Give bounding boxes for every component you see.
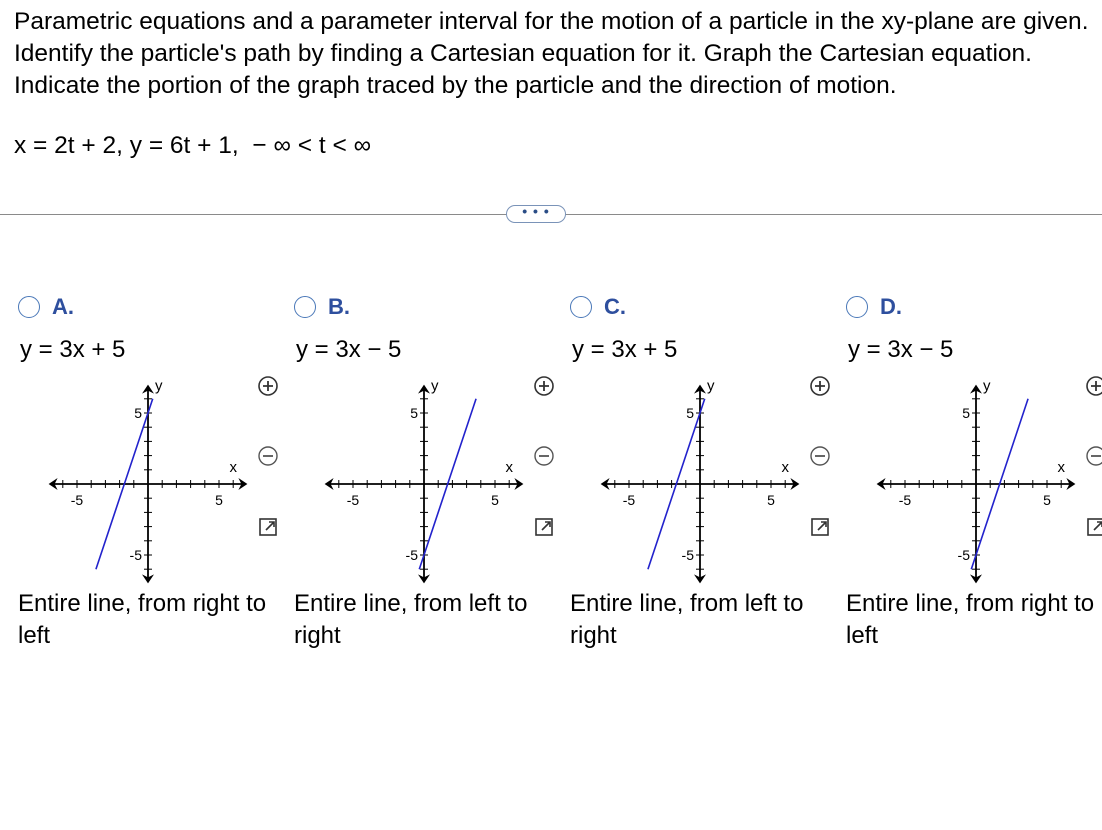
option-equation: y = 3x − 5 [296, 336, 402, 363]
option-equation: y = 3x − 5 [848, 336, 954, 363]
option-c[interactable] [570, 292, 840, 692]
option-graph [18, 372, 288, 582]
external-link-icon[interactable] [536, 519, 552, 535]
y-axis-label: y [983, 377, 991, 395]
x-axis-label: x [505, 459, 513, 476]
option-graph [846, 372, 1102, 582]
parametric-equations: x = 2t + 2, y = 6t + 1, − ∞ < t < ∞ [14, 132, 372, 159]
y-axis-label: y [155, 377, 163, 395]
option-letter: D. [880, 294, 902, 319]
y-tick-label-neg: -5 [681, 547, 694, 563]
option-a[interactable] [18, 292, 288, 692]
zoom-out-icon[interactable] [811, 447, 829, 465]
question-text: Parametric equations and a parameter interval for the motion of a particle in the xy-plane are given. Identify the particle's path by finding a Cartesian equation for it. Graph the Cartesian equation. Indicate the portion of the graph traced by the particle and the direction of motion. [14, 8, 1089, 99]
external-link-icon[interactable] [812, 519, 828, 535]
option-equation: y = 3x + 5 [20, 336, 126, 363]
option-equation: y = 3x + 5 [572, 336, 678, 363]
radio-button-b[interactable] [294, 296, 316, 318]
zoom-out-icon[interactable] [535, 447, 553, 465]
y-tick-label-neg: -5 [129, 547, 142, 563]
y-axis-label: y [707, 377, 715, 395]
y-tick-label-neg: -5 [405, 547, 418, 563]
external-link-icon[interactable] [1088, 519, 1102, 535]
x-tick-label-neg: -5 [346, 492, 360, 508]
zoom-in-icon[interactable] [535, 377, 553, 395]
y-tick-label-pos: 5 [686, 405, 694, 421]
zoom-out-icon[interactable] [259, 447, 277, 465]
option-graph [570, 372, 840, 582]
x-axis-label: x [781, 459, 789, 476]
option-description: Entire line, from right to left [18, 590, 267, 649]
zoom-in-icon[interactable] [1087, 377, 1102, 395]
y-axis-label: y [431, 377, 439, 395]
show-more-button[interactable]: • • • [506, 205, 566, 223]
zoom-out-icon[interactable] [1087, 447, 1102, 465]
option-description: Entire line, from left to right [570, 590, 804, 649]
x-tick-label-pos: 5 [767, 492, 775, 508]
x-tick-label-pos: 5 [1043, 492, 1051, 508]
x-axis-label: x [229, 459, 237, 476]
x-tick-label-pos: 5 [215, 492, 223, 508]
option-graph [294, 372, 564, 582]
x-axis-label: x [1057, 459, 1065, 476]
y-tick-label-pos: 5 [410, 405, 418, 421]
radio-button-c[interactable] [570, 296, 592, 318]
option-d[interactable] [846, 292, 1102, 692]
x-tick-label-neg: -5 [622, 492, 636, 508]
option-b[interactable] [294, 292, 564, 692]
option-letter: A. [52, 294, 74, 319]
x-tick-label-neg: -5 [898, 492, 912, 508]
x-tick-label-pos: 5 [491, 492, 499, 508]
y-tick-label-neg: -5 [957, 547, 970, 563]
radio-button-d[interactable] [846, 296, 868, 318]
zoom-in-icon[interactable] [259, 377, 277, 395]
option-letter: C. [604, 294, 626, 319]
option-description: Entire line, from right to left [846, 590, 1095, 649]
x-tick-label-neg: -5 [70, 492, 84, 508]
option-description: Entire line, from left to right [294, 590, 528, 649]
zoom-in-icon[interactable] [811, 377, 829, 395]
external-link-icon[interactable] [260, 519, 276, 535]
radio-button-a[interactable] [18, 296, 40, 318]
option-letter: B. [328, 294, 350, 319]
y-tick-label-pos: 5 [134, 405, 142, 421]
y-tick-label-pos: 5 [962, 405, 970, 421]
